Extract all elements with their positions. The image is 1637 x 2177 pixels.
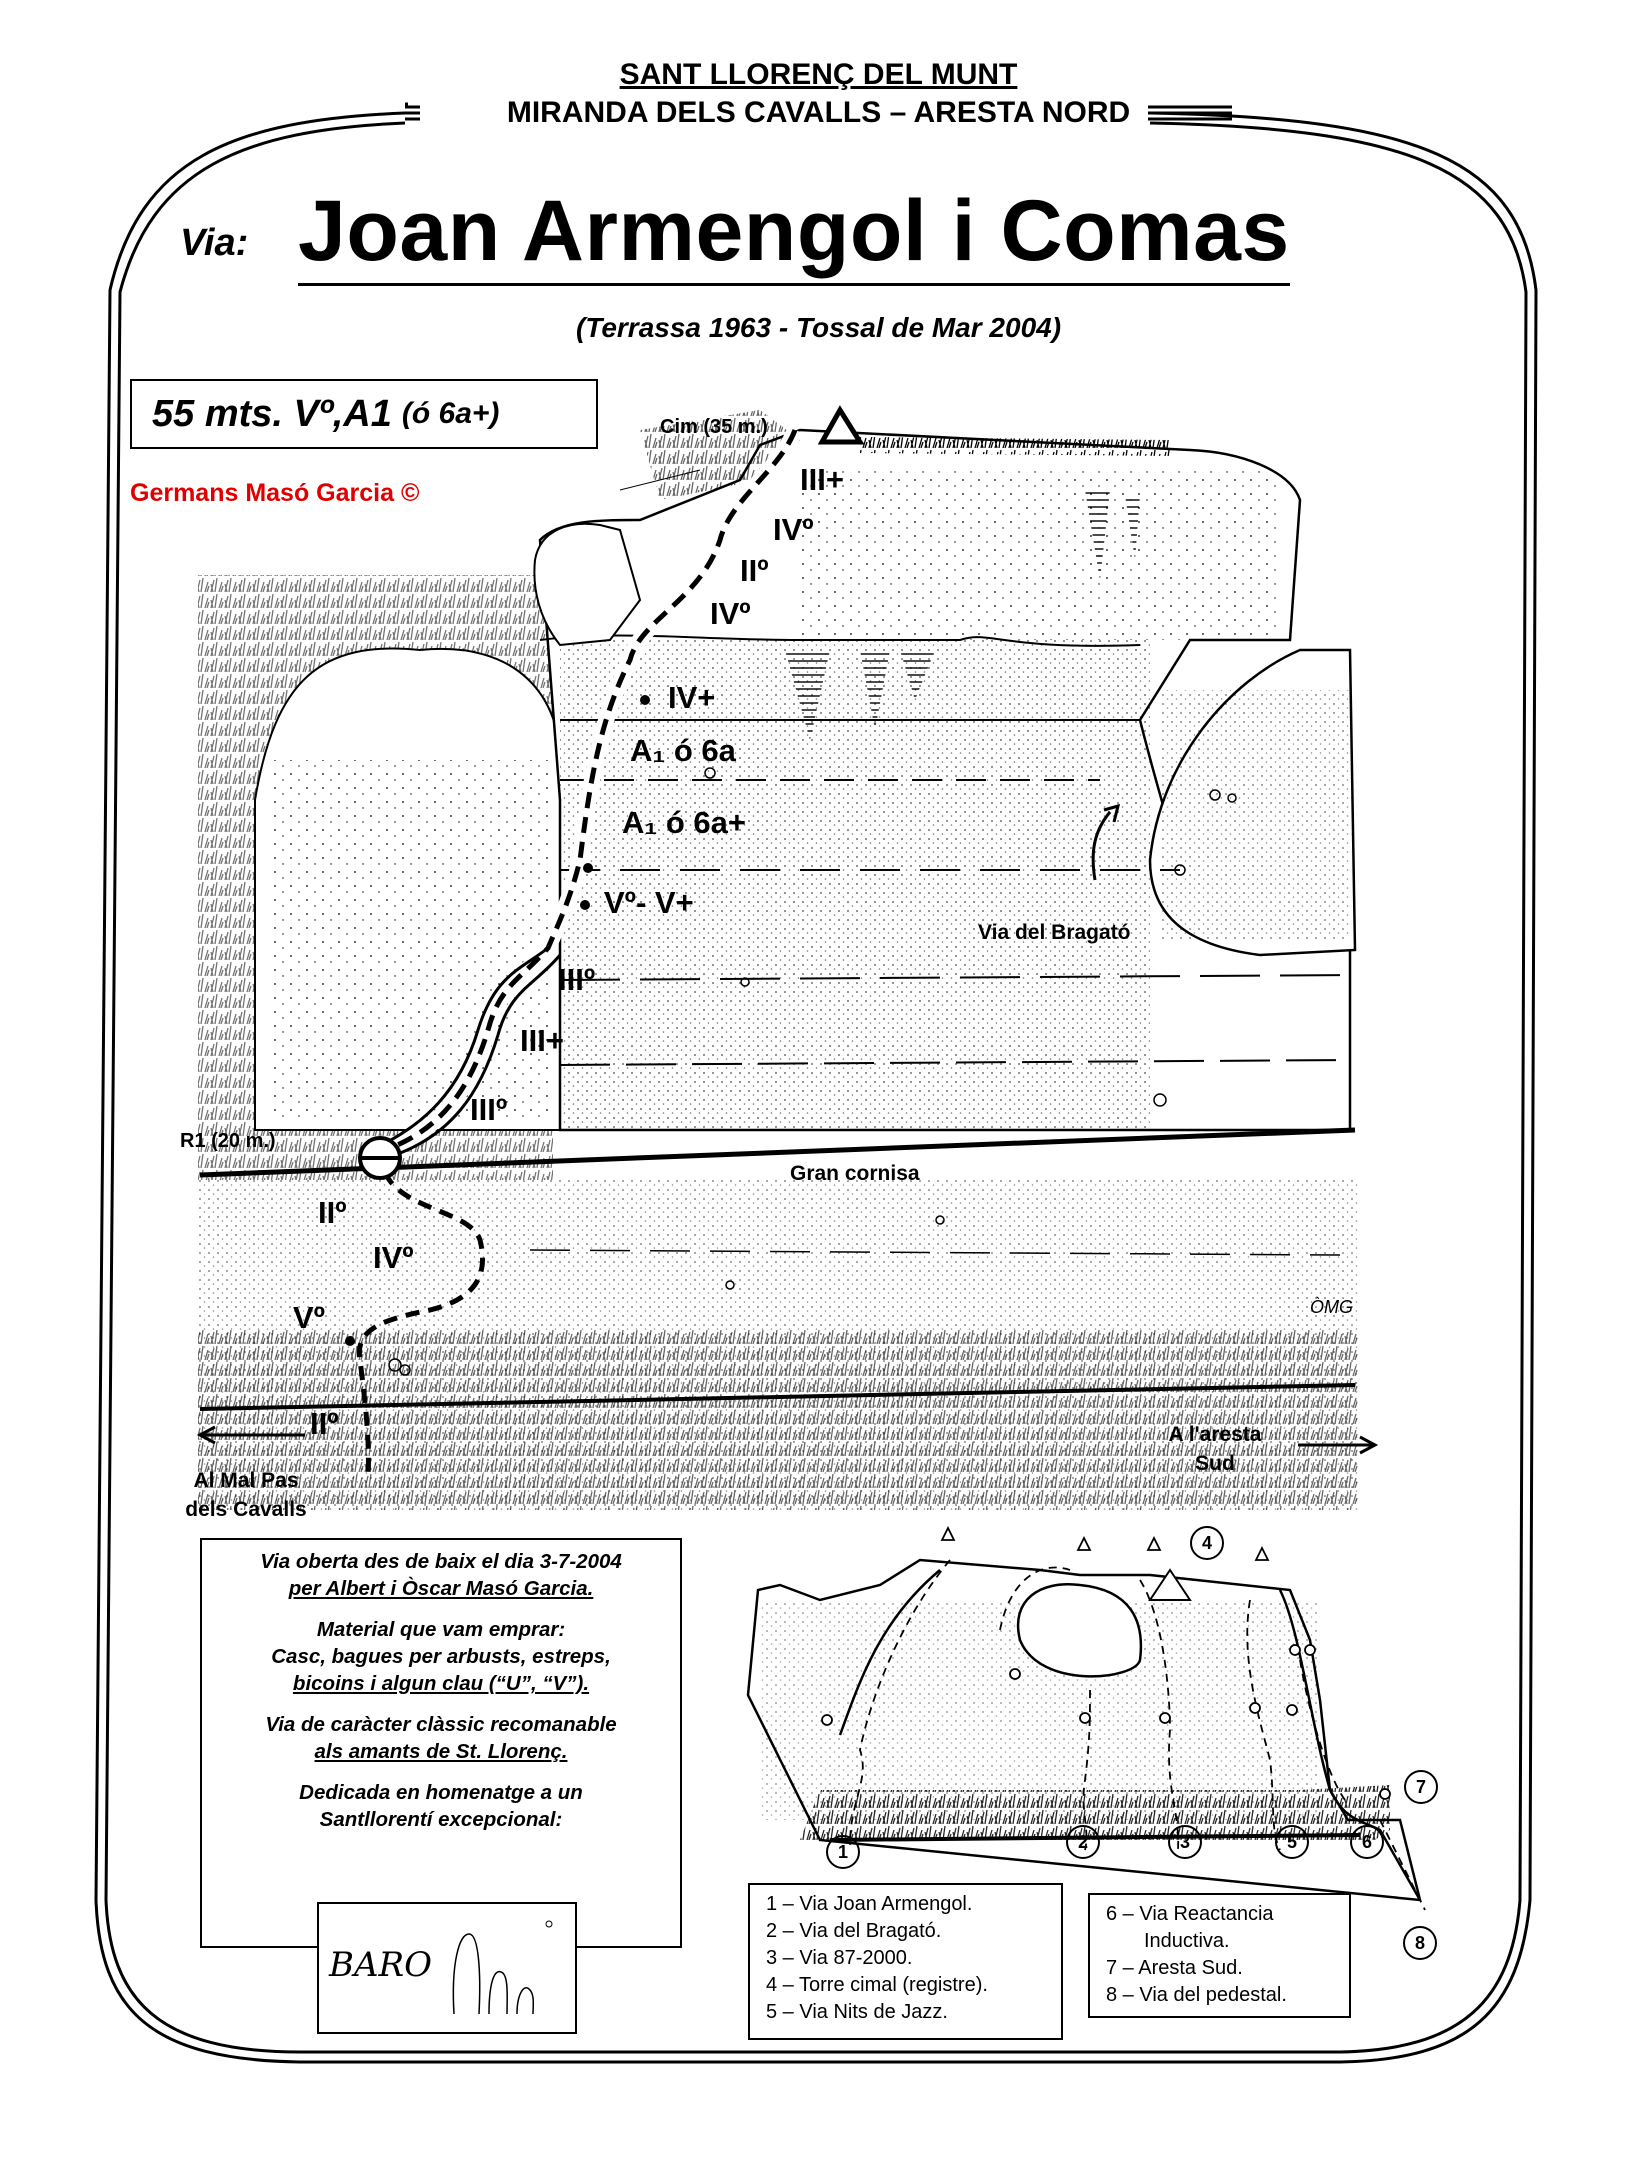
neighbour-route-label: Via del Bragató bbox=[978, 921, 1131, 944]
via-label: Via: bbox=[180, 222, 249, 264]
grade-pitch2-5: IV+ bbox=[668, 680, 716, 715]
info-material-2: bicoins i algun clau (“U”, “V”). bbox=[292, 1672, 590, 1695]
marker-3-num: 3 bbox=[1179, 1831, 1190, 1852]
marker-2-num: 2 bbox=[1077, 1831, 1088, 1852]
legend-left bbox=[748, 1883, 1063, 2040]
left-exit-line1: Al Mal Pas bbox=[193, 1469, 299, 1492]
drawing-signature: ÒMG bbox=[1310, 1297, 1353, 1317]
grade-pitch2-4: IVº bbox=[710, 596, 751, 631]
info-character: Via de caràcter clàssic recomanable bbox=[265, 1713, 617, 1736]
summit-label: Cim (35 m.) bbox=[660, 416, 768, 438]
info-material-1: Casc, bagues per arbusts, estreps, bbox=[271, 1645, 611, 1668]
right-exit-line2: Sud bbox=[1195, 1452, 1235, 1475]
grade-pitch2-3: IIº bbox=[740, 553, 769, 588]
grade-pitch2-6: A₁ ó 6a bbox=[630, 733, 736, 768]
legend-item-3: 3 – Via 87-2000. bbox=[766, 1947, 913, 1969]
alt-grade: (ó 6a+) bbox=[401, 397, 500, 430]
legend-right bbox=[1088, 1893, 1351, 2018]
info-opened: Via oberta des de baix el dia 3-7-2004 bbox=[260, 1550, 622, 1573]
marker-7-num: 7 bbox=[1415, 1776, 1426, 1797]
info-dedication-2: Santllorentí excepcional: bbox=[319, 1808, 563, 1831]
grade-pitch2-11: IIIº bbox=[470, 1092, 508, 1127]
info-openers: per Albert i Òscar Masó Garcia. bbox=[288, 1577, 594, 1600]
route-name: Joan Armengol i Comas bbox=[298, 182, 1290, 286]
left-exit-line2: dels Cavalls bbox=[185, 1498, 307, 1521]
legend-item-5: 5 – Via Nits de Jazz. bbox=[766, 2001, 948, 2023]
grade-pitch1-1: IIº bbox=[318, 1195, 347, 1230]
legend-item-4: 4 – Torre cimal (registre). bbox=[766, 1974, 988, 1996]
grade-pitch2-1: III+ bbox=[800, 462, 844, 497]
grade-pitch1-4: IIº bbox=[310, 1406, 339, 1441]
length-grade: 55 mts. Vº,A1 bbox=[152, 392, 392, 435]
ledge-label: Gran cornisa bbox=[790, 1162, 920, 1185]
legend-item-8: 8 – Via del pedestal. bbox=[1106, 1984, 1287, 2006]
legend-item-6-cont: Inductiva. bbox=[1144, 1930, 1230, 1952]
legend-item-7: 7 – Aresta Sud. bbox=[1106, 1957, 1243, 1979]
legend-item-2: 2 – Via del Bragató. bbox=[766, 1920, 942, 1942]
grade-pitch2-7: A₁ ó 6a+ bbox=[622, 805, 746, 840]
grade-pitch2-10: III+ bbox=[520, 1023, 564, 1058]
info-dedication-1: Dedicada en homenatge a un bbox=[299, 1781, 583, 1804]
grade-pitch1-3: Vº bbox=[293, 1300, 325, 1335]
signature-text: BARO bbox=[329, 1945, 433, 1985]
legend-item-6: 6 – Via Reactancia bbox=[1106, 1903, 1274, 1925]
info-material-title: Material que vam emprar: bbox=[316, 1618, 566, 1641]
copyright: Germans Masó Garcia © bbox=[130, 479, 420, 507]
belay-label: R1 (20 m.) bbox=[180, 1130, 276, 1152]
legend-item-1: 1 – Via Joan Armengol. bbox=[766, 1893, 973, 1915]
grade-pitch2-8: Vº- V+ bbox=[604, 885, 694, 920]
marker-5-num: 5 bbox=[1286, 1831, 1297, 1852]
marker-1-num: 1 bbox=[837, 1841, 848, 1862]
right-exit-line1: A l'aresta bbox=[1168, 1423, 1262, 1446]
route-subtitle: (Terrassa 1963 - Tossal de Mar 2004) bbox=[575, 312, 1062, 343]
marker-8-num: 8 bbox=[1414, 1932, 1425, 1953]
marker-4-num: 4 bbox=[1201, 1532, 1212, 1553]
info-audience: als amants de St. Llorenç. bbox=[314, 1740, 568, 1763]
grade-pitch2-9: IIIº bbox=[558, 962, 596, 997]
marker-6-num: 6 bbox=[1361, 1831, 1372, 1852]
sector-title: MIRANDA DELS CAVALLS – ARESTA NORD bbox=[506, 96, 1131, 129]
area-title: SANT LLORENÇ DEL MUNT bbox=[619, 58, 1018, 91]
grade-pitch1-2: IVº bbox=[373, 1240, 414, 1275]
grade-pitch2-2: IVº bbox=[773, 512, 814, 547]
